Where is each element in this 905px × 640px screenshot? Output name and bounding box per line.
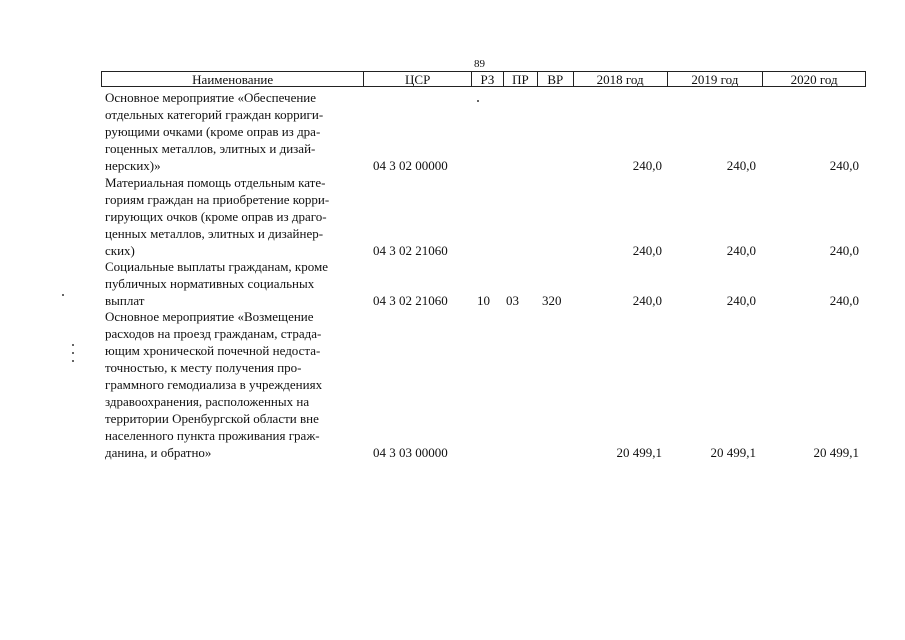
header-name: Наименование bbox=[102, 72, 364, 86]
row-2018: 240,0 bbox=[632, 158, 662, 173]
table-row bbox=[101, 89, 866, 174]
row-name: Основное мероприятие «Обеспечение отдельных категорий граждан корриги- рующими очками (кроме оправ из дра- гоценных металлов, элитных и дизай- нерских)» bbox=[105, 90, 324, 173]
row-2019: 240,0 bbox=[726, 158, 756, 173]
row-2018: 20 499,1 bbox=[616, 445, 662, 460]
row-values bbox=[101, 292, 866, 309]
scan-mark bbox=[477, 100, 479, 102]
header-2020: 2020 год bbox=[790, 72, 838, 86]
row-2018: 240,0 bbox=[632, 293, 662, 308]
header-rz: РЗ bbox=[472, 72, 504, 86]
scan-mark bbox=[72, 352, 74, 354]
row-2020: 240,0 bbox=[829, 243, 859, 258]
scan-mark bbox=[72, 344, 74, 346]
row-2019: 240,0 bbox=[726, 243, 756, 258]
scan-mark bbox=[72, 360, 74, 362]
row-vr: 320 bbox=[542, 293, 562, 308]
header-2019: 2019 год bbox=[668, 72, 764, 86]
row-2019: 240,0 bbox=[726, 293, 756, 308]
row-name: Материальная помощь отдельным кате- гориям граждан на приобретение корри- гирующих очков (кроме оправ из драго- ценных металлов, элитных и дизайнер- ских) bbox=[105, 175, 330, 258]
row-pr: 03 bbox=[506, 293, 519, 308]
table-header bbox=[101, 71, 866, 87]
row-2020: 240,0 bbox=[829, 158, 859, 173]
header-vr: ВР bbox=[538, 72, 574, 86]
scan-mark bbox=[62, 294, 64, 296]
header-csr: ЦСР bbox=[364, 72, 472, 86]
row-values bbox=[101, 157, 866, 174]
row-2020: 20 499,1 bbox=[813, 445, 859, 460]
row-name: Социальные выплаты гражданам, кроме публичных нормативных социальных выплат bbox=[105, 259, 328, 308]
row-2018: 240,0 bbox=[632, 243, 662, 258]
row-name: Основное мероприятие «Возмещение расходов на проезд гражданам, страда- ющим хронической почечной недоста- точностью, к месту получения про- граммного гемодиализа в учреждениях здравоохранения, расположенных на территории Оренбургской области вне населенного пункта проживания граж- данина, и обратно» bbox=[105, 309, 323, 460]
row-values bbox=[101, 242, 866, 259]
table-row bbox=[101, 308, 866, 461]
header-pr: ПР bbox=[504, 72, 538, 86]
row-csr: 04 3 02 21060 bbox=[373, 293, 448, 308]
page-number: 89 bbox=[474, 58, 485, 70]
row-values bbox=[101, 444, 866, 461]
table-row bbox=[101, 174, 866, 259]
row-csr: 04 3 02 21060 bbox=[373, 243, 448, 258]
row-csr: 04 3 02 00000 bbox=[373, 158, 448, 173]
row-2019: 20 499,1 bbox=[710, 445, 756, 460]
row-2020: 240,0 bbox=[829, 293, 859, 308]
row-csr: 04 3 03 00000 bbox=[373, 445, 448, 460]
table-row bbox=[101, 258, 866, 309]
header-2018: 2018 год bbox=[574, 72, 668, 86]
row-rz: 10 bbox=[477, 293, 490, 308]
